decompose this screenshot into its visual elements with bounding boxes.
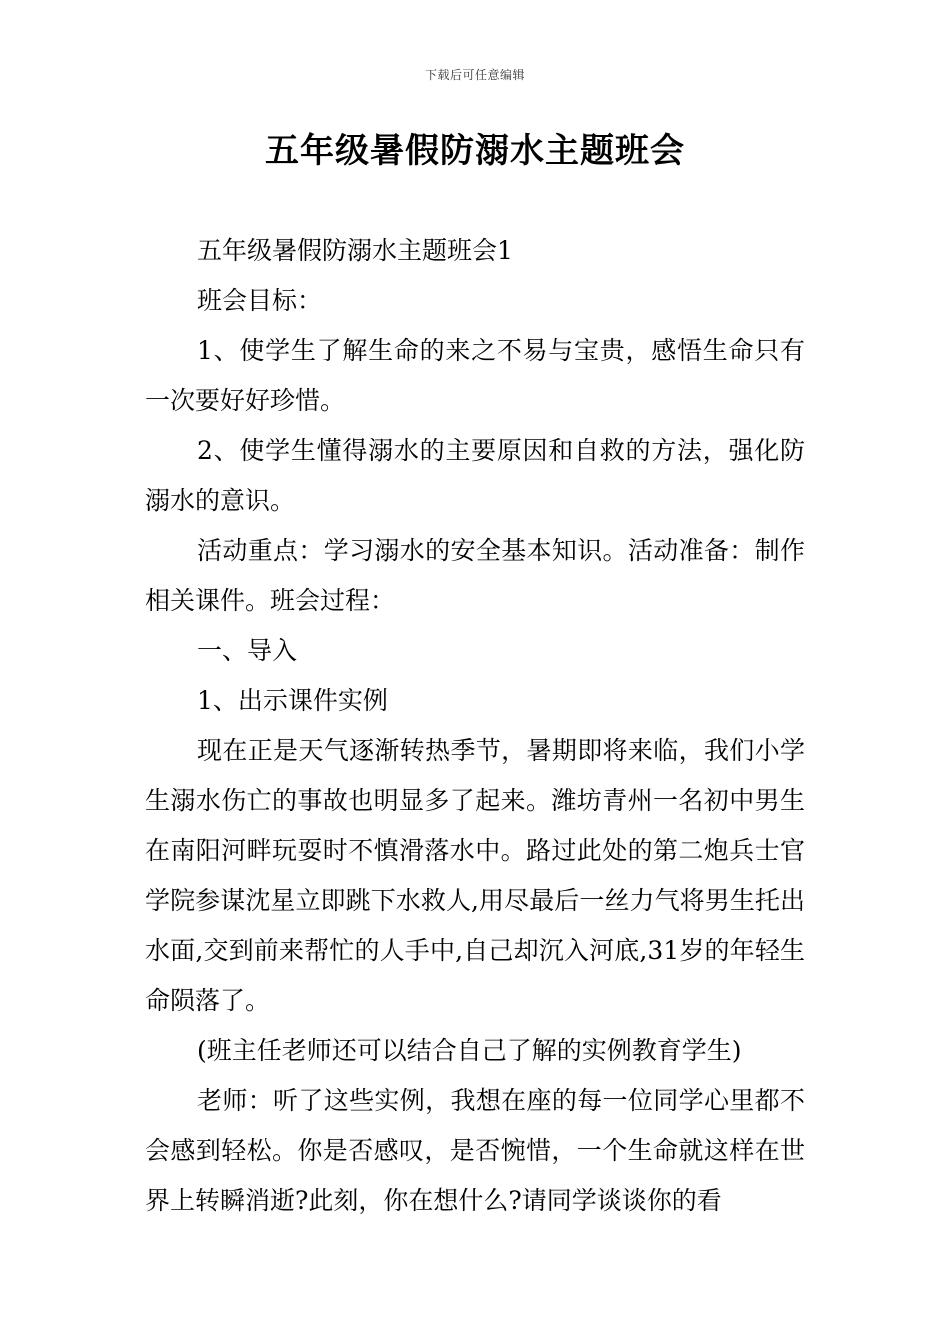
document-body [145, 226, 805, 1226]
paragraph-show-examples: 1、出示课件实例 [197, 686, 388, 715]
paragraph-activity-focus: 活动重点：学习溺水的安全基本知识。活动准备：制作相关课件。班会过程： [145, 536, 805, 615]
paragraph-section-intro: 一、导入 [197, 636, 298, 665]
paragraph-example-story: 现在正是天气逐渐转热季节，暑期即将来临，我们小学生溺水伤亡的事故也明显多了起来。潍坊青州一名初中男生在南阳河畔玩耍时不慎滑落水中。路过此处的第二炮兵士官学院参谋沈星立即跳下水救人,用尽最后一丝力气将男生托出水面,交到前来帮忙的人手中,自己却沉入河底,31岁的年轻生命陨落了。 [145, 736, 805, 1015]
paragraph-goal-2: 2、使学生懂得溺水的主要原因和自救的方法，强化防溺水的意识。 [145, 436, 805, 515]
paragraph-goal-heading: 班会目标： [197, 286, 323, 315]
paragraph-goal-1: 1、使学生了解生命的来之不易与宝贵，感悟生命只有一次要好好珍惜。 [145, 336, 805, 415]
paragraph-teacher-note: (班主任老师还可以结合自己了解的实例教育学生) [197, 1036, 742, 1065]
header-note: 下载后可任意编辑 [424, 68, 525, 82]
document-title: 五年级暑假防溺水主题班会 [265, 131, 685, 171]
paragraph-subtitle: 五年级暑假防溺水主题班会1 [197, 236, 513, 265]
paragraph-teacher-talk: 老师：听了这些实例，我想在座的每一位同学心里都不会感到轻松。你是否感叹，是否惋惜，一个生命就这样在世界上转瞬消逝?此刻，你在想什么?请同学谈谈你的看 [145, 1086, 805, 1215]
